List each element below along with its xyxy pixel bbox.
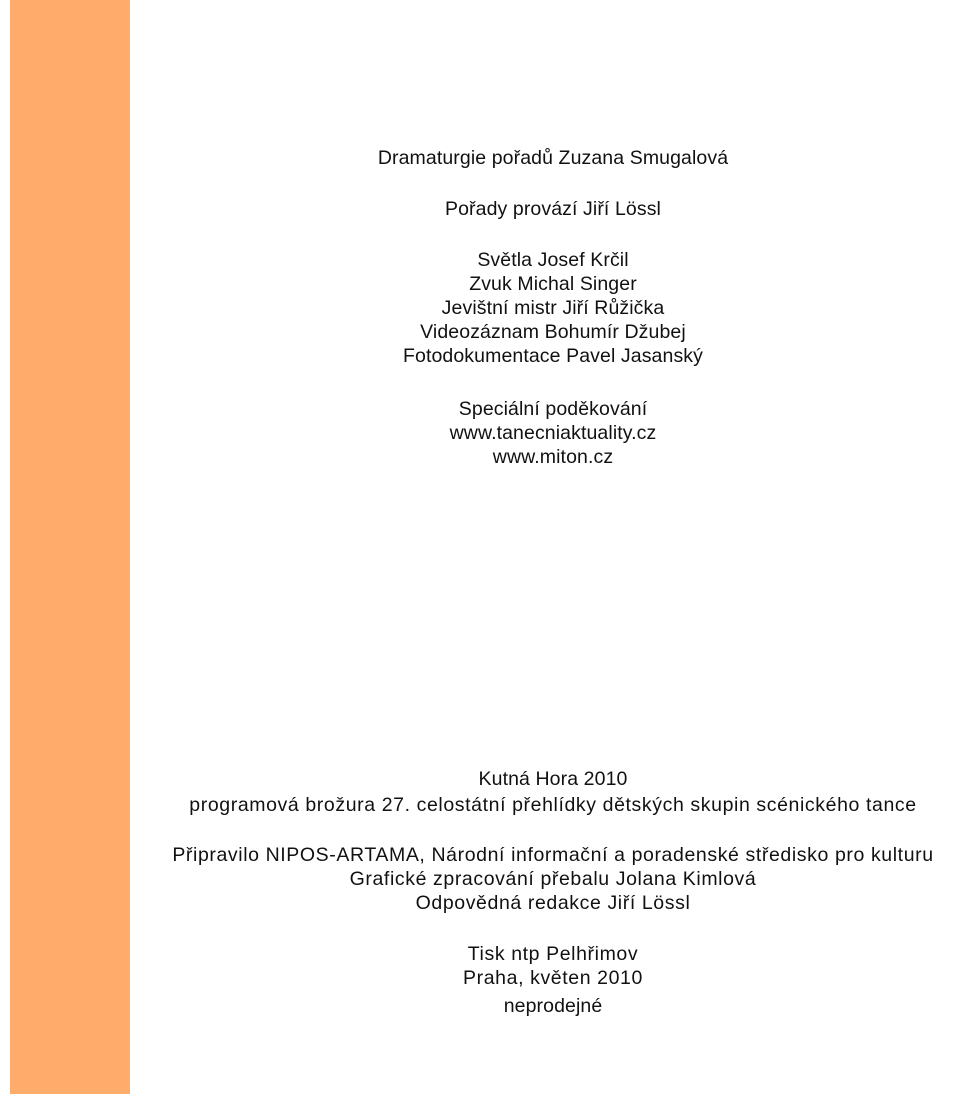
special-thanks-heading: Speciální poděkování (458, 398, 648, 420)
prepared-by: Připravilo NIPOS-ARTAMA, Národní informační a poradenské středisko pro kulturu (172, 844, 934, 866)
credits-page (150, 0, 956, 1094)
crew-stage-manager-credit: Jevištní mistr Jiří Růžička (441, 297, 665, 319)
publication-date: Praha, květen 2010 (463, 967, 643, 989)
decorative-side-strip (10, 0, 130, 1094)
cover-design-credit: Grafické zpracování přebalu Jolana Kimlová (349, 868, 757, 890)
crew-lights-credit: Světla Josef Krčil (477, 249, 629, 271)
brochure-title: programová brožura 27. celostátní přehlídky dětských skupin scénického tance (189, 794, 917, 816)
crew-photo-credit: Fotodokumentace Pavel Jasanský (403, 345, 703, 367)
place-year: Kutná Hora 2010 (478, 768, 628, 790)
editor-credit: Odpovědná redakce Jiří Lössl (415, 892, 691, 914)
thanks-website-link[interactable]: www.tanecniaktuality.cz (449, 422, 657, 444)
dramaturgy-credit: Dramaturgie pořadů Zuzana Smugalová (377, 147, 729, 169)
thanks-website-link[interactable]: www.miton.cz (492, 446, 614, 468)
crew-sound-credit: Zvuk Michal Singer (469, 273, 637, 295)
crew-video-credit: Videozáznam Bohumír Džubej (420, 321, 686, 343)
host-credit: Pořady provází Jiří Lössl (444, 198, 661, 220)
printer-credit: Tisk ntp Pelhřimov (467, 943, 639, 965)
price-note: neprodejné (503, 995, 603, 1017)
